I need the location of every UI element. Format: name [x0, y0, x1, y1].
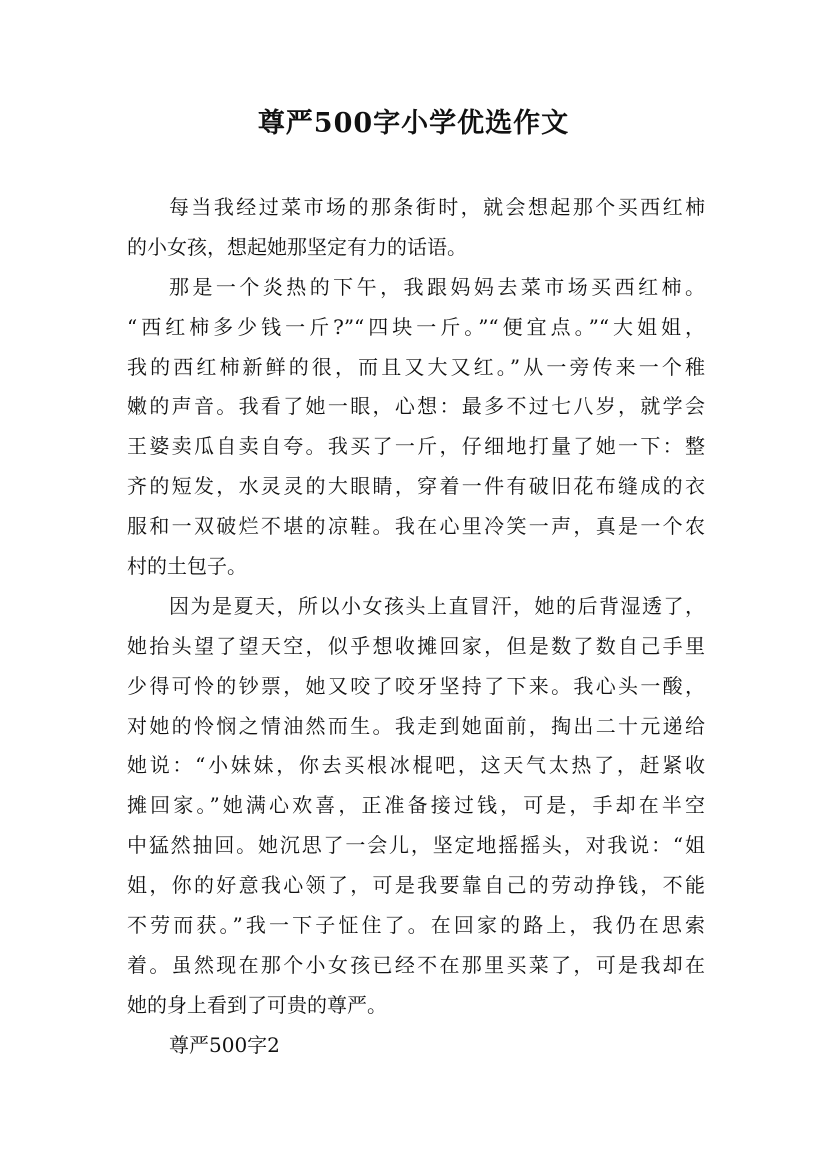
- section-heading: [127, 1026, 705, 1066]
- text-line: 姐，你的好意我心领了，可是我要靠自己的劳动挣钱，不能: [127, 873, 705, 898]
- text-line: 尊严500字2: [169, 1032, 280, 1057]
- text-line: 不劳而获。”我一下子怔住了。在回家的路上，我仍在思索: [127, 913, 705, 938]
- text-line: “西红柿多少钱一斤?”“四块一斤。”“便宜点。”“大姐姐，: [127, 314, 705, 339]
- text-line: 服和一双破烂不堪的凉鞋。我在心里冷笑一声，真是一个农: [127, 514, 705, 539]
- text-line: 她说：“小妹妹，你去买根冰棍吧，这天气太热了，赶紧收: [127, 753, 705, 778]
- text-line: 中猛然抽回。她沉思了一会儿，坚定地摇摇头，对我说：“姐: [127, 833, 705, 858]
- text-line: 王婆卖瓜自卖自夸。我买了一斤，仔细地打量了她一下：整: [127, 434, 705, 459]
- document-body: [127, 188, 705, 1066]
- text-line: 摊回家。”她满心欢喜，正准备接过钱，可是，手却在半空: [127, 793, 705, 818]
- document-title: 尊严500字小学优选作文: [257, 108, 570, 139]
- text-line: 每当我经过菜市场的那条街时，就会想起那个买西红柿: [169, 195, 705, 219]
- text-line: 嫩的声音。我看了她一眼，心想：最多不过七八岁，就学会: [127, 394, 705, 419]
- paragraph-2: [127, 268, 705, 587]
- text-line: 村的土包子。: [127, 554, 247, 579]
- text-line: 她的身上看到了可贵的尊严。: [127, 992, 387, 1017]
- text-line: 那是一个炎热的下午，我跟妈妈去菜市场买西红柿。: [169, 274, 705, 299]
- text-line: 对她的怜悯之情油然而生。我走到她面前，掏出二十元递给: [127, 713, 705, 738]
- text-line: 她抬头望了望天空，似乎想收摊回家，但是数了数自己手里: [127, 633, 705, 658]
- paragraph-3: [127, 587, 705, 1026]
- paragraph-1: [127, 188, 705, 268]
- text-line: 因为是夏天，所以小女孩头上直冒汗，她的后背湿透了，: [169, 593, 705, 618]
- text-line: 我的西红柿新鲜的很，而且又大又红。”从一旁传来一个稚: [127, 354, 705, 379]
- text-line: 少得可怜的钞票，她又咬了咬牙坚持了下来。我心头一酸，: [127, 673, 705, 698]
- text-line: 齐的短发，水灵灵的大眼睛，穿着一件有破旧花布缝成的衣: [127, 474, 705, 499]
- text-line: 的小女孩，想起她那坚定有力的话语。: [127, 234, 467, 259]
- text-line: 着。虽然现在那个小女孩已经不在那里买菜了，可是我却在: [127, 952, 705, 977]
